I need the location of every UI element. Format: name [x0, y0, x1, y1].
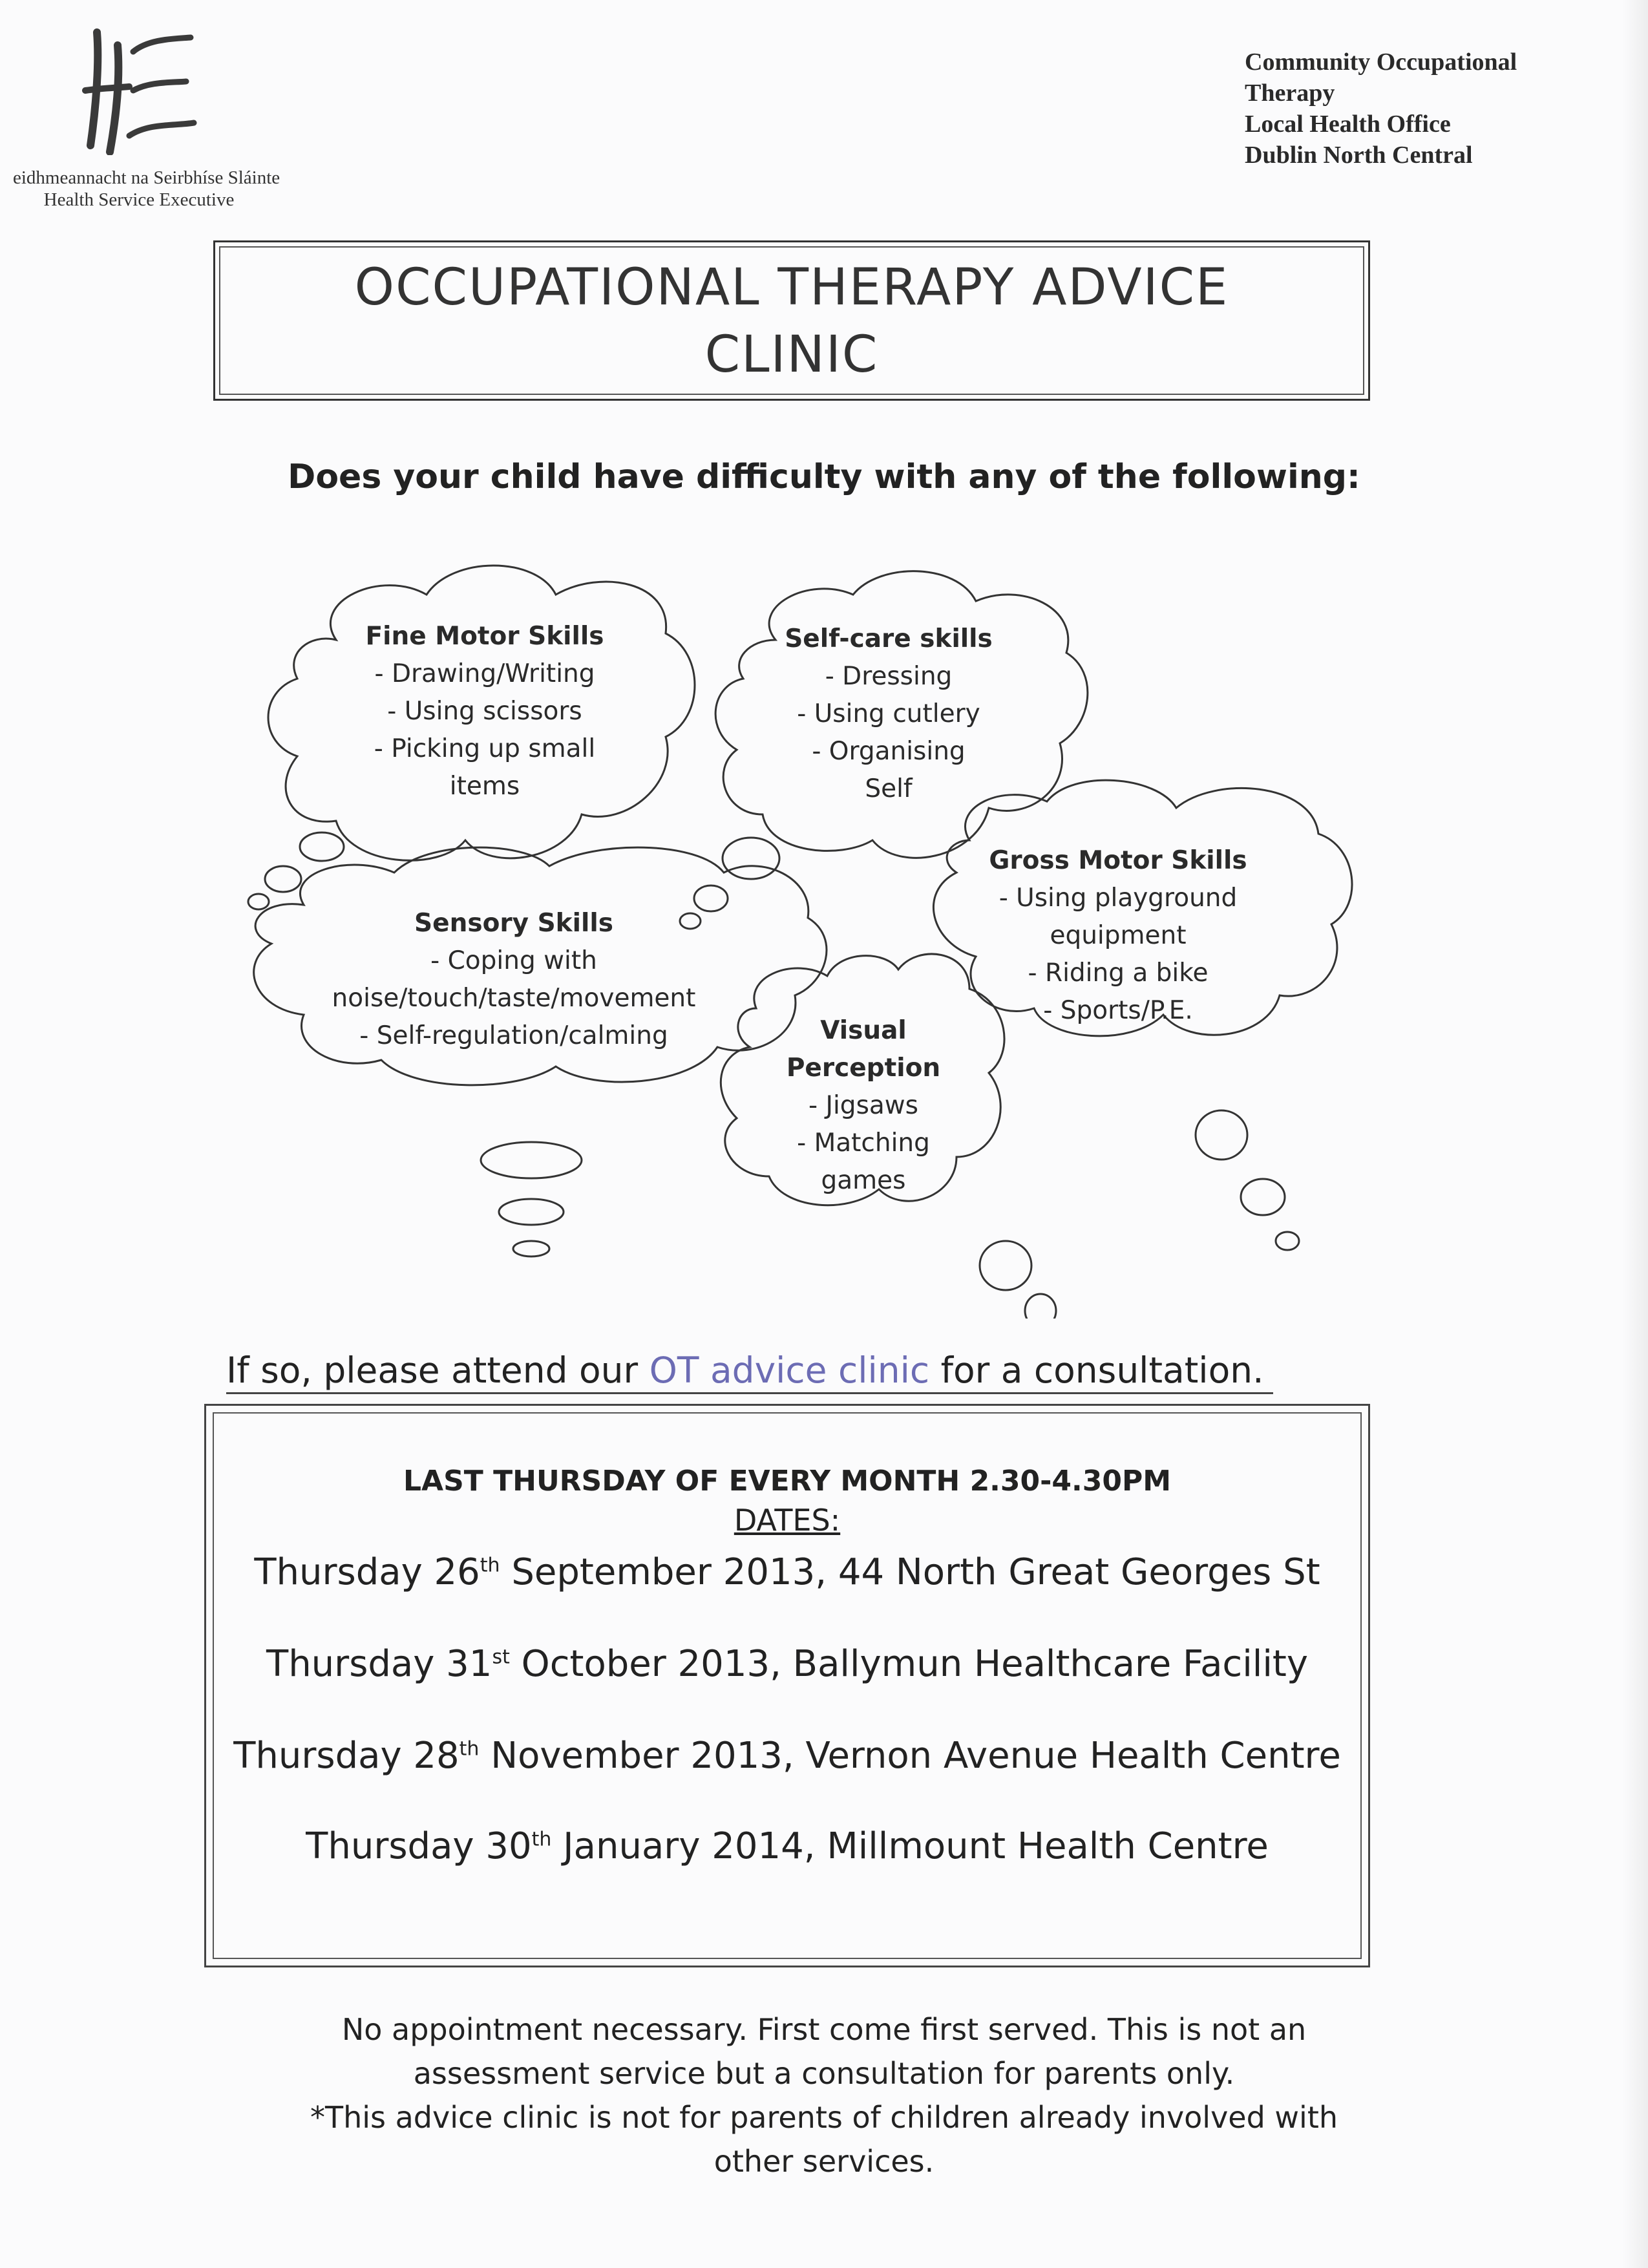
cloud-heading: Self-care skills [785, 624, 993, 653]
invitation-underline [226, 1392, 1273, 1394]
date-entry [204, 1825, 1370, 1867]
date-location: January 2014, Millmount Health Centre [551, 1825, 1269, 1867]
schedule-time: LAST THURSDAY OF EVERY MONTH 2.30-4.30PM [403, 1465, 1171, 1498]
office-line: Therapy [1245, 79, 1335, 107]
footer-line: *This advice clinic is not for parents of children already involved with [310, 2100, 1338, 2135]
date-text: Thursday 30 [306, 1825, 532, 1867]
invitation-text: If so, please attend our [226, 1350, 650, 1391]
cloud-item: - Dressing [825, 662, 953, 691]
logo-caption-english: Health Service Executive [43, 189, 235, 210]
cloud-item: - Jigsaws [808, 1091, 918, 1120]
office-line: Community Occupational [1245, 48, 1517, 76]
cloud-heading: Visual [820, 1016, 907, 1045]
cloud-item: - Organising [812, 737, 966, 766]
question-heading: Does your child have difficulty with any of the following: [288, 458, 1360, 496]
cloud-text-gross-motor [976, 842, 1260, 1030]
cloud-item: - Using scissors [387, 697, 582, 726]
cloud-item: - Matching [797, 1129, 930, 1158]
ot-clinic-highlight: OT advice clinic [649, 1350, 930, 1391]
page-title-line1: OCCUPATIONAL THERAPY ADVICE [354, 259, 1229, 317]
logo-caption [13, 167, 280, 211]
office-line: Local Health Office [1245, 111, 1451, 138]
cloud-item: - Drawing/Writing [374, 659, 595, 688]
date-suffix: th [459, 1737, 480, 1761]
cloud-text-self-care [756, 620, 1021, 808]
attend-invitation [226, 1350, 1264, 1391]
scan-edge-shadow [1622, 0, 1648, 2268]
cloud-item: - Picking up small [374, 734, 596, 763]
cloud-item: - Using playground [998, 884, 1238, 913]
office-block [1245, 47, 1607, 171]
date-location: September 2013, 44 North Great Georges St [500, 1551, 1320, 1593]
title-box [213, 240, 1370, 401]
footer-line: other services. [713, 2144, 935, 2179]
cloud-item: noise/touch/taste/movement [332, 984, 696, 1013]
date-entry [204, 1551, 1370, 1593]
date-suffix: th [480, 1554, 500, 1577]
cloud-item: Self [865, 774, 913, 803]
office-line: Dublin North Central [1245, 142, 1473, 169]
cloud-heading: Fine Motor Skills [365, 622, 604, 651]
date-suffix: th [531, 1828, 552, 1851]
hse-logo-icon [78, 26, 200, 155]
date-text: Thursday 28 [233, 1735, 460, 1777]
date-entry [204, 1643, 1370, 1685]
footer-line: assessment service but a consultation for parents only. [413, 2056, 1235, 2091]
page-title-line2: CLINIC [704, 326, 879, 384]
cloud-item: - Self-regulation/calming [359, 1021, 668, 1050]
cloud-item: - Using cutlery [797, 699, 980, 728]
cloud-text-sensory [310, 905, 717, 1055]
cloud-text-visual-perception [766, 1012, 960, 1200]
logo-caption-irish: eidhmeannacht na Seirbhíse Sláinte [13, 167, 280, 188]
invitation-text: for a consultation. [929, 1350, 1264, 1391]
cloud-heading: Sensory Skills [414, 909, 613, 938]
date-entry [204, 1735, 1370, 1777]
cloud-item: - Coping with [430, 946, 597, 975]
date-suffix: st [492, 1646, 510, 1669]
footer-notes [0, 2008, 1648, 2183]
cloud-item: games [821, 1166, 906, 1195]
cloud-item: items [449, 772, 520, 801]
cloud-heading: Gross Motor Skills [989, 846, 1247, 875]
cloud-text-fine-motor [323, 618, 646, 805]
footer-line: No appointment necessary. First come first served. This is not an [341, 2012, 1307, 2047]
date-location: October 2013, Ballymun Healthcare Facility [509, 1643, 1308, 1685]
schedule-heading [204, 1462, 1370, 1540]
date-location: November 2013, Vernon Avenue Health Centre [479, 1735, 1341, 1777]
cloud-item: equipment [1050, 921, 1187, 950]
cloud-item: - Riding a bike [1028, 959, 1209, 988]
cloud-heading: Perception [786, 1054, 941, 1083]
date-text: Thursday 31 [266, 1643, 492, 1685]
cloud-item: - Sports/P.E. [1043, 996, 1193, 1025]
dates-label: DATES: [734, 1503, 841, 1538]
date-text: Thursday 26 [254, 1551, 480, 1593]
